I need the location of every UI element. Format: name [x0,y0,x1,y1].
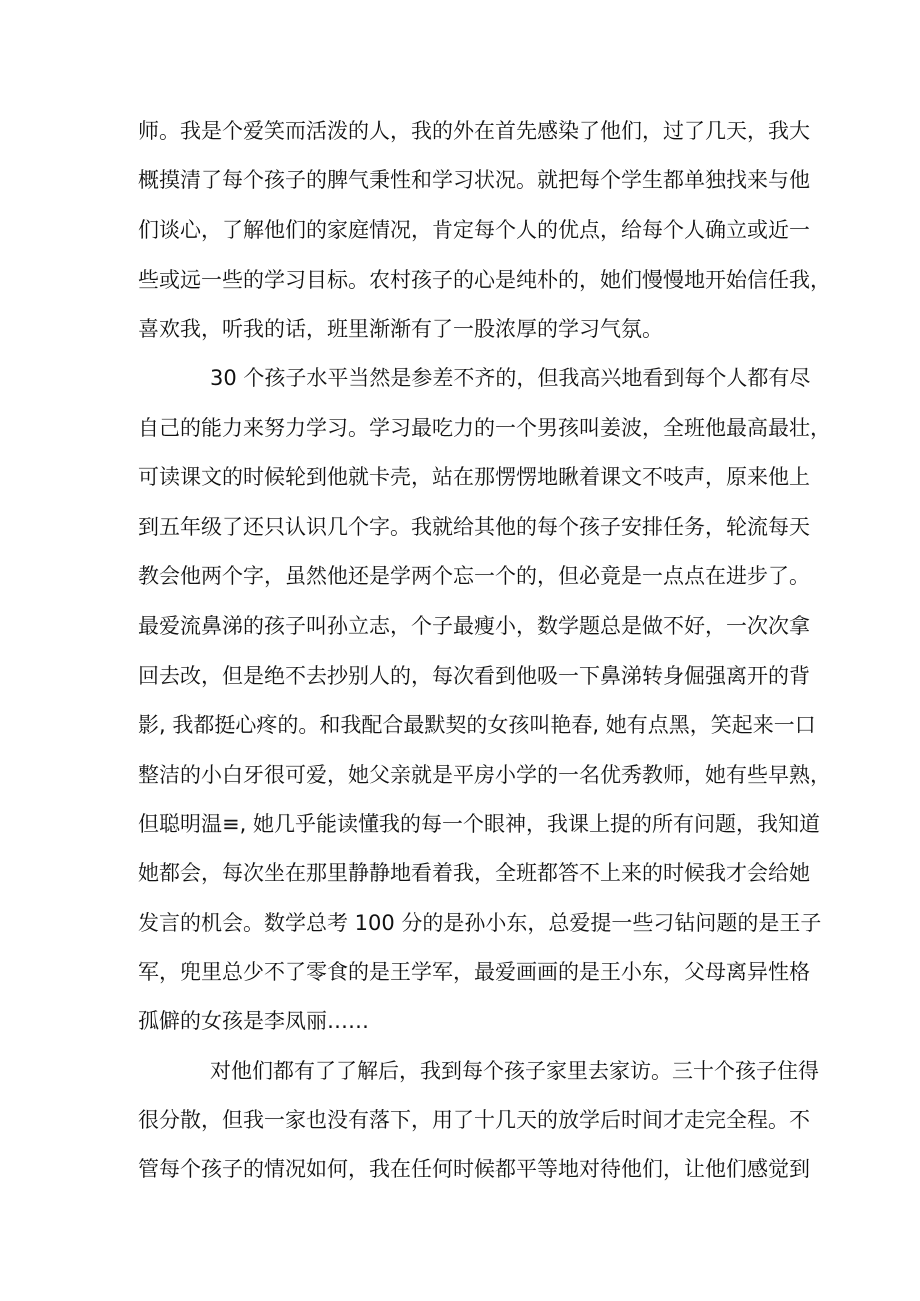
text-line: 管每个孩子的情况如何，我在任何时候都平等地对待他们，让他们感觉到 [138,1157,810,1181]
text-line: 她都会，每次坐在那里静静地看着我，全班都答不上来的时候我才会给她 [138,861,810,885]
text-line: 概摸清了每个孩子的脾气秉性和学习状况。就把每个学生都单独找来与他 [138,168,810,192]
text-line: 到五年级了还只认识几个字。我就给其他的每个孩子安排任务，轮流每天 [138,515,810,539]
text-line: 些或远一些的学习目标。农村孩子的心是纯朴的，她们慢慢地开始信任我， [138,268,831,292]
text-line: 教会他两个字，虽然他还是学两个忘一个的，但必竟是一点点在进步了。 [138,564,810,588]
text-line: 孤僻的女孩是李凤丽…… [138,1009,369,1033]
text-line: 很分散，但我一家也没有落下，用了十几天的放学后时间才走完全程。不 [138,1108,810,1132]
text-line: 影, 我都挺心疼的。和我配合最默契的女孩叫艳春, 她有点黑，笑起来一口 [138,713,816,737]
text-line: 喜欢我，听我的话，班里渐渐有了一股浓厚的学习气氛。 [138,317,663,341]
text-line: 可读课文的时候轮到他就卡壳，站在那愣愣地瞅着课文不吱声，原来他上 [138,465,810,489]
text-line: 们谈心，了解他们的家庭情况，肯定每个人的优点，给每个人确立或近一 [138,218,810,242]
paragraph-first-line: 30 个孩子水平当然是参差不齐的，但我高兴地看到每个人都有尽 [210,366,811,390]
text-line: 自己的能力来努力学习。学习最吃力的一个男孩叫姜波，全班他最高最壮， [138,416,831,440]
paragraph-first-line: 对他们都有了了解后，我到每个孩子家里去家访。三十个孩子住得 [210,1059,819,1083]
text-line: 发言的机会。数学总考 100 分的是孙小东，总爱提一些刁钻问题的是王子 [138,911,822,935]
text-line: 最爱流鼻涕的孩子叫孙立志，个子最瘦小，数学题总是做不好，一次次拿 [138,614,810,638]
text-line: 师。我是个爱笑而活泼的人，我的外在首先感染了他们，过了几天，我大 [138,119,810,143]
text-line: 但聪明温≡, 她几乎能读懂我的每一个眼神，我课上提的所有问题，我知道 [138,812,820,836]
text-line: 军，兜里总少不了零食的是王学军，最爱画画的是王小东，父母离异性格 [138,960,810,984]
text-line: 整洁的小白牙很可爱，她父亲就是平房小学的一名优秀教师，她有些早熟， [138,763,831,787]
text-line: 回去改，但是绝不去抄别人的，每次看到他吸一下鼻涕转身倔强离开的背 [138,664,810,688]
